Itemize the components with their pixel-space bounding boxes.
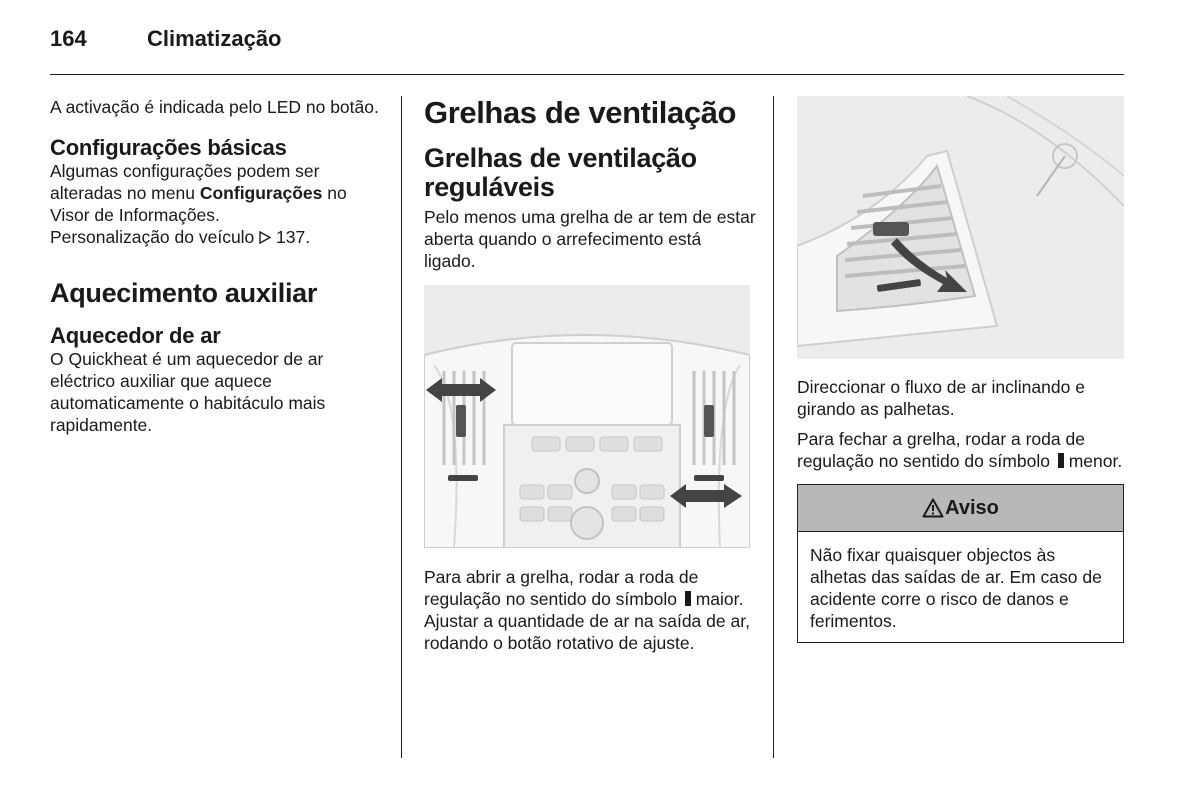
vent-open-requirement-text: Pelo menos uma grelha de ar tem de estar aberta quando o arrefecimento está ligado. xyxy=(424,207,756,271)
warning-triangle-icon xyxy=(922,498,944,518)
column-divider-2 xyxy=(773,96,774,758)
column-3 xyxy=(797,96,1124,643)
warning-title: Aviso xyxy=(945,496,999,519)
auxiliary-heating-heading: Aquecimento auxiliar xyxy=(50,278,318,308)
warning-body xyxy=(798,532,1123,642)
led-intro-text: A activação é indicada pelo LED no botão. xyxy=(50,97,379,117)
large-symbol-icon xyxy=(685,591,691,606)
open-vent-text: Para abrir a grelha, rodar a roda de regulação no sentido do símbolo maior. Ajustar a quantidade de ar na saída de ar, rodando o botão rotativo de ajuste. xyxy=(424,567,750,653)
column-1 xyxy=(50,96,384,436)
close-vent-text: Para fechar a grelha, rodar a roda de regulação no sentido do símbolo menor. xyxy=(797,429,1123,471)
settings-menu-name: Configurações xyxy=(199,183,323,203)
warning-header xyxy=(798,485,1123,532)
air-heater-heading: Aquecedor de ar xyxy=(50,323,221,348)
small-symbol-icon xyxy=(1058,453,1064,468)
warning-text: Não fixar quaisquer objectos às alhetas das saídas de ar. Em caso de acidente corre o risco de danos e ferimentos. xyxy=(810,545,1102,631)
column-divider-1 xyxy=(401,96,402,758)
basic-settings-text: Algumas configurações podem ser alteradas no menu Configurações no Visor de Informações. xyxy=(50,161,347,225)
column-2 xyxy=(424,96,756,654)
adjustable-vents-heading: Grelhas de ventilação reguláveis xyxy=(424,143,697,202)
vehicle-personalization-xref[interactable]: Personalização do veículo 137. xyxy=(50,227,311,247)
basic-settings-heading: Configurações básicas xyxy=(50,135,287,160)
warning-box xyxy=(797,484,1124,643)
page-number: 164 xyxy=(50,26,87,51)
header-divider xyxy=(50,74,1124,75)
side-vent-illustration xyxy=(797,96,1124,359)
section-title: Grelhas de ventilação xyxy=(424,95,737,130)
direct-airflow-text: Direccionar o fluxo de ar inclinando e girando as palhetas. xyxy=(797,377,1085,419)
chapter-title: Climatização xyxy=(147,26,282,51)
cross-reference-icon xyxy=(259,231,271,244)
quickheat-text: O Quickheat é um aquecedor de ar eléctrico auxiliar que aquece automaticamente o habitáculo mais rapidamente. xyxy=(50,349,326,435)
center-vents-illustration xyxy=(424,285,750,548)
